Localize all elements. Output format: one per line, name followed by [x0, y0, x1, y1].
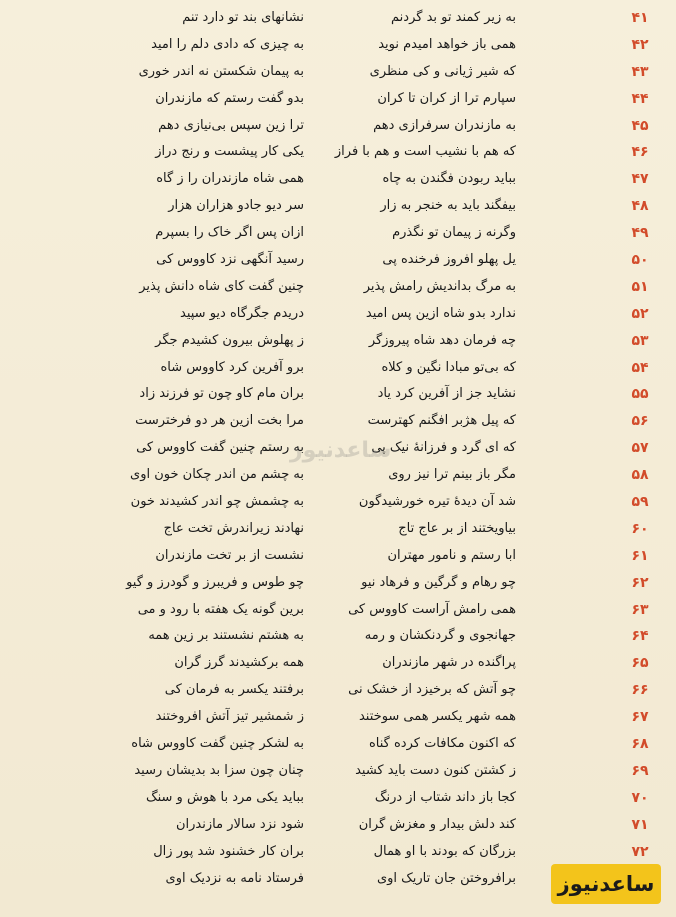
- verse-second-hemistich: کجا باز داند شتاب از درنگ: [374, 789, 516, 805]
- verse-first-hemistich: بدو گفت رستم که مازندران: [155, 90, 304, 106]
- verse-first-hemistich: به چشم من اندر چکان خون اوی: [130, 467, 304, 483]
- verse-second-hemistich: بیاویختند از بر عاج تاج: [398, 520, 516, 536]
- verse-second-hemistich: که بی‌تو مبادا نگین و کلاه: [381, 359, 516, 375]
- verse-first-hemistich: ز پهلوش بیرون کشیدم جگر: [155, 332, 304, 348]
- verse-second-hemistich: همی باز خواهد امیدم نوید: [378, 36, 516, 52]
- verse-number: ۵۸: [631, 467, 649, 484]
- verse-row: [0, 166, 676, 193]
- verse-first-hemistich: یکی کار پیشست و رنج دراز: [155, 144, 304, 160]
- verse-second-hemistich: همه شهر یکسر همی سوختند: [358, 709, 516, 725]
- verse-row: [0, 381, 676, 408]
- verse-number: ۴۳: [631, 63, 649, 80]
- verse-number: ۷۱: [631, 816, 649, 833]
- verse-row: [0, 731, 676, 758]
- verse-number: ۵۷: [631, 440, 649, 457]
- verse-row: [0, 839, 676, 866]
- verse-row: [0, 489, 676, 516]
- verse-number: ۵۵: [631, 386, 649, 403]
- verse-second-hemistich: مگر باز بینم ترا نیز روی: [388, 467, 516, 483]
- verse-second-hemistich: سپارم ترا از کران تا کران: [377, 90, 516, 106]
- verse-second-hemistich: ابا رستم و نامور مهتران: [387, 547, 516, 563]
- verse-number: ۵۱: [631, 278, 649, 295]
- verse-row: [0, 516, 676, 543]
- verse-number: ۶۰: [631, 520, 649, 537]
- verse-second-hemistich: به زیر کمند تو بد گردنم: [391, 10, 516, 25]
- verse-first-hemistich: برین گونه یک هفته با رود و می: [137, 601, 304, 617]
- verse-row: [0, 758, 676, 785]
- verse-first-hemistich: به رستم چنین گفت کاووس کی: [136, 440, 304, 456]
- verse-row: [0, 543, 676, 570]
- verse-second-hemistich: که ای گرد و فرزانهٔ نیک پی: [371, 440, 516, 456]
- verse-second-hemistich: به مازندران سرفرازی دهم: [373, 117, 516, 133]
- verse-number: ۵۳: [631, 332, 649, 349]
- verse-first-hemistich: به چشمش چو اندر کشیدند خون: [130, 494, 304, 510]
- verse-second-hemistich: به مرگ بداندیش رامش پذیر: [363, 278, 516, 294]
- verse-second-hemistich: چه فرمان دهد شاه پیروزگر: [368, 332, 516, 348]
- verse-second-hemistich: ندارد بدو شاه ازین پس امید: [365, 305, 516, 321]
- verse-second-hemistich: همی رامش آراست کاووس کی: [348, 601, 516, 617]
- verse-row: [0, 355, 676, 382]
- verse-row: [0, 32, 676, 59]
- verse-row: [0, 220, 676, 247]
- verse-row: [0, 113, 676, 140]
- verse-first-hemistich: رسید آنگهی نزد کاووس کی: [156, 252, 304, 268]
- verse-first-hemistich: چو طوس و فریبرز و گودرز و گیو: [126, 574, 304, 590]
- verse-number: ۷۲: [631, 843, 649, 860]
- verse-second-hemistich: کند دلش بیدار و مغزش گران: [358, 816, 516, 832]
- verse-first-hemistich: ازان پس اگر خاک را بسپرم: [155, 225, 304, 241]
- verse-second-hemistich: ز کشتن کنون دست باید کشید: [355, 762, 516, 778]
- verse-first-hemistich: نشانهای بند تو دارد تنم: [182, 10, 304, 25]
- verse-number: ۶۲: [631, 574, 649, 591]
- verse-first-hemistich: بران مام کاو چون تو فرزند زاد: [139, 386, 304, 402]
- verse-first-hemistich: نشست از بر تخت مازندران: [155, 547, 304, 563]
- verse-first-hemistich: برو آفرین کرد کاووس شاه: [160, 359, 304, 375]
- verse-row: [0, 301, 676, 328]
- verse-number: ۶۵: [631, 655, 649, 672]
- verse-second-hemistich: یل پهلو افروز فرخنده پی: [382, 252, 516, 268]
- verse-first-hemistich: سر دیو جادو هزاران هزار: [168, 198, 304, 214]
- verse-first-hemistich: همی شاه مازندران را ز گاه: [156, 171, 304, 187]
- verse-second-hemistich: که اکنون مکافات کرده گناه: [368, 736, 516, 752]
- verse-first-hemistich: به چیزی که دادی دلم را امید: [151, 36, 304, 52]
- verse-first-hemistich: نهادند زیراندرش تخت عاج: [163, 520, 304, 536]
- verse-number: ۶۱: [631, 547, 649, 564]
- verse-second-hemistich: وگرنه ز پیمان تو نگذرم: [392, 225, 516, 241]
- verse-second-hemistich: بزرگان که بودند با او همال: [373, 843, 516, 859]
- verse-number: ۶۹: [631, 762, 649, 779]
- verse-second-hemistich: شد آن دیدهٔ تیره خورشیدگون: [358, 494, 516, 510]
- verse-row: [0, 623, 676, 650]
- verse-first-hemistich: بران کار خشنود شد پور زال: [153, 843, 304, 859]
- verse-number: ۵۴: [631, 359, 649, 376]
- verse-number: ۴۹: [631, 225, 649, 242]
- verse-first-hemistich: به لشکر چنین گفت کاووس شاه: [131, 736, 304, 752]
- verse-row: [0, 462, 676, 489]
- site-logo[interactable]: ساعدنیوز: [551, 864, 661, 904]
- verse-row: [0, 193, 676, 220]
- verse-second-hemistich: چو رهام و گرگین و فرهاد نیو: [361, 574, 516, 590]
- verse-row: [0, 677, 676, 704]
- verse-second-hemistich: که شیر ژیانی و کی منظری: [369, 63, 516, 79]
- verse-number: ۵۲: [631, 305, 649, 322]
- verse-second-hemistich: برافروختن جان تاریک اوی: [376, 870, 516, 886]
- verse-first-hemistich: چنین گفت کای شاه دانش پذیر: [139, 278, 304, 294]
- verse-row: [0, 274, 676, 301]
- verse-first-hemistich: برفتند یکسر به فرمان کی: [164, 682, 304, 698]
- verse-second-hemistich: که پیل هژبر افگنم کهترست: [367, 413, 516, 429]
- verse-number: ۶۶: [631, 682, 649, 699]
- verse-second-hemistich: چو آتش که برخیزد از خشک نی: [348, 682, 516, 698]
- verse-first-hemistich: فرستاد نامه به نزدیک اوی: [165, 870, 304, 886]
- verse-number: ۶۸: [631, 736, 649, 753]
- verse-first-hemistich: شود نزد سالار مازندران: [175, 816, 304, 832]
- verse-row: [0, 139, 676, 166]
- verse-number: ۵۶: [631, 413, 649, 430]
- verse-row: [0, 650, 676, 677]
- verse-second-hemistich: جهانجوی و گردنکشان و رمه: [364, 628, 516, 644]
- verse-first-hemistich: ز شمشیر تیز آتش افروختند: [155, 709, 304, 725]
- verse-number: ۶۳: [631, 601, 649, 618]
- verse-number: ۴۱: [631, 10, 649, 26]
- watermark: ساعدنیوز: [290, 438, 392, 463]
- verse-second-hemistich: که هم با نشیب است و هم با فراز: [334, 144, 516, 160]
- verse-row: [0, 59, 676, 86]
- verse-number: ۶۷: [631, 709, 649, 726]
- verse-number: ۴۷: [631, 171, 649, 188]
- verse-first-hemistich: ترا زین سپس بی‌نیازی دهم: [158, 117, 304, 133]
- verse-row: [0, 247, 676, 274]
- verse-first-hemistich: همه برکشیدند گرز گران: [174, 655, 304, 671]
- verse-row: [0, 5, 676, 32]
- verse-number: ۴۲: [631, 36, 649, 53]
- verse-second-hemistich: نشاید جز از آفرین کرد یاد: [377, 386, 516, 402]
- verse-first-hemistich: دریدم جگرگاه دیو سپید: [180, 305, 304, 321]
- verse-row: [0, 408, 676, 435]
- verse-row: [0, 785, 676, 812]
- verse-first-hemistich: بباید یکی مرد با هوش و سنگ: [145, 789, 304, 805]
- verse-number: ۴۵: [631, 117, 649, 134]
- verse-second-hemistich: پراگنده در شهر مازندران: [382, 655, 516, 671]
- verse-number: ۵۹: [631, 494, 649, 511]
- verse-row: [0, 570, 676, 597]
- verse-row: [0, 86, 676, 113]
- verse-number: ۷۰: [631, 789, 649, 806]
- verse-number: ۶۴: [631, 628, 649, 645]
- verse-first-hemistich: به پیمان شکستن نه اندر خوری: [138, 63, 304, 79]
- verse-number: ۴۴: [631, 90, 649, 107]
- verse-row: [0, 597, 676, 624]
- verse-first-hemistich: به هشتم نشستند بر زین همه: [148, 628, 304, 644]
- verse-second-hemistich: بباید ربودن فگندن به چاه: [382, 171, 516, 187]
- verse-number: ۵۰: [631, 252, 649, 269]
- verse-number: ۴۸: [631, 198, 649, 215]
- verse-first-hemistich: مرا بخت ازین هر دو فرخترست: [135, 413, 304, 429]
- verse-row: [0, 704, 676, 731]
- verse-row: [0, 328, 676, 355]
- verse-first-hemistich: چنان چون سزا بد بدیشان رسید: [134, 762, 304, 778]
- verse-second-hemistich: بیفگند باید به خنجر به زار: [380, 198, 516, 214]
- verse-row: [0, 812, 676, 839]
- verse-number: ۴۶: [631, 144, 649, 161]
